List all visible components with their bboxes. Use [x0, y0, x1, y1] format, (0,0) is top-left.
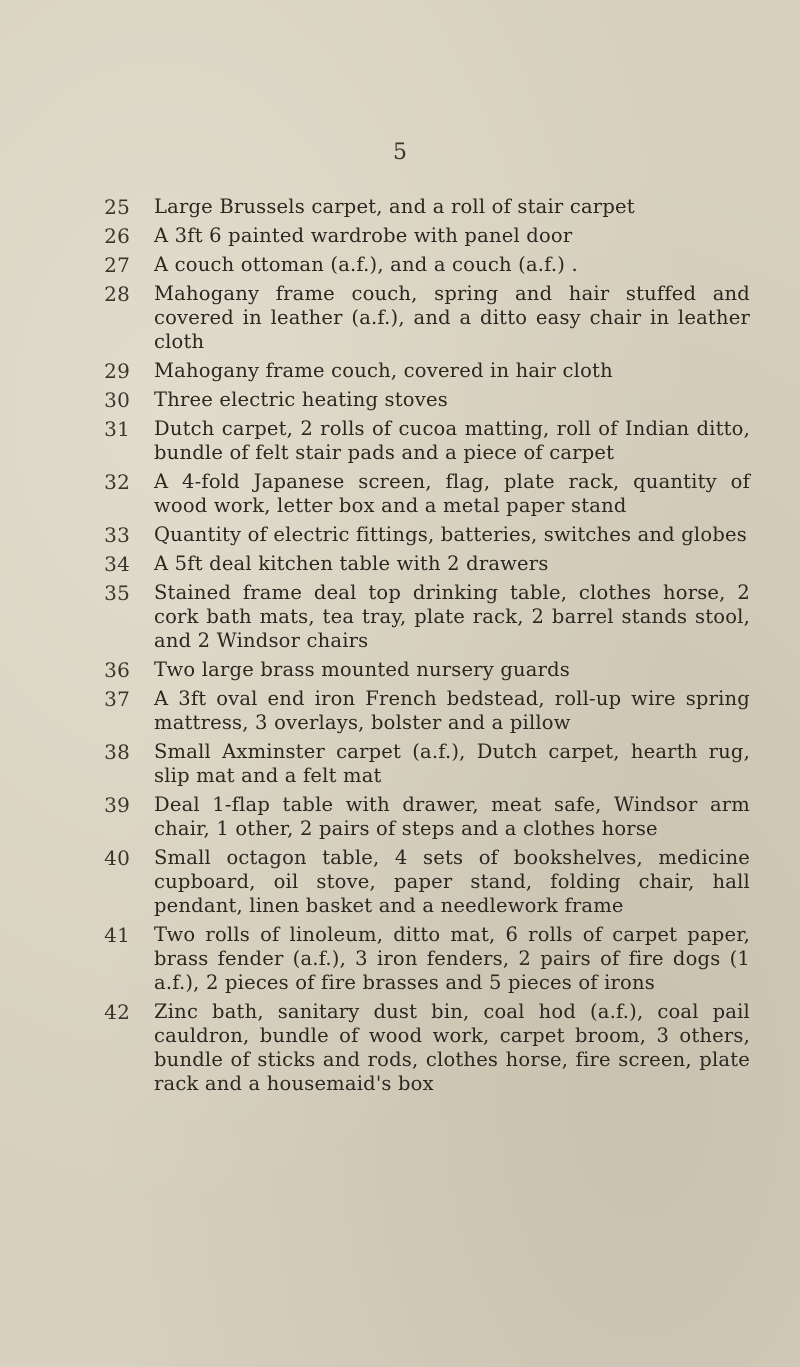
lot-item — [0, 658, 800, 682]
lot-description: Mahogany frame couch, covered in hair cloth — [154, 359, 613, 382]
lot-item — [0, 740, 800, 788]
lot-number: 40 — [104, 846, 130, 870]
lot-number: 36 — [104, 658, 130, 682]
lot-item — [0, 552, 800, 576]
lot-list — [0, 195, 800, 1101]
lot-number: 33 — [104, 523, 130, 547]
lot-description: Dutch carpet, 2 rolls of cucoa matting, roll of Indian ditto, bundle of felt stair pads and a piece of carpet — [154, 417, 750, 464]
lot-item — [0, 195, 800, 219]
lot-number: 25 — [104, 195, 130, 219]
lot-description: Two large brass mounted nursery guards — [154, 658, 570, 681]
lot-number: 34 — [104, 552, 130, 576]
page-number: 5 — [393, 140, 407, 165]
lot-number: 32 — [104, 470, 130, 494]
lot-description: Two rolls of linoleum, ditto mat, 6 rolls of carpet paper, brass fender (a.f.), 3 iron fenders, 2 pairs of fire dogs (1 a.f.), 2 pieces of fire brasses and 5 pieces of irons — [154, 923, 750, 994]
lot-number: 30 — [104, 388, 130, 412]
lot-description: Small Axminster carpet (a.f.), Dutch carpet, hearth rug, slip mat and a felt mat — [154, 740, 750, 787]
lot-number: 39 — [104, 793, 130, 817]
lot-item — [0, 282, 800, 354]
lot-number: 37 — [104, 687, 130, 711]
lot-description: Zinc bath, sanitary dust bin, coal hod (a.f.), coal pail cauldron, bundle of wood work, carpet broom, 3 others, bundle of sticks and rods, clothes horse, fire screen, plate rack and a housemaid's box — [154, 1000, 750, 1095]
lot-number: 27 — [104, 253, 130, 277]
lot-item — [0, 523, 800, 547]
lot-item — [0, 1000, 800, 1096]
lot-number: 38 — [104, 740, 130, 764]
lot-description: Three electric heating stoves — [154, 388, 448, 411]
lot-item — [0, 359, 800, 383]
lot-description: Small octagon table, 4 sets of bookshelves, medicine cupboard, oil stove, paper stand, folding chair, hall pendant, linen basket and a needlework frame — [154, 846, 750, 917]
lot-number: 26 — [104, 224, 130, 248]
lot-item — [0, 687, 800, 735]
lot-item — [0, 923, 800, 995]
lot-description: Large Brussels carpet, and a roll of stair carpet — [154, 195, 635, 218]
lot-description: A 4-fold Japanese screen, flag, plate rack, quantity of wood work, letter box and a metal paper stand — [154, 470, 750, 517]
lot-description: A 3ft oval end iron French bedstead, roll-up wire spring mattress, 3 overlays, bolster and a pillow — [154, 687, 750, 734]
lot-description: Stained frame deal top drinking table, clothes horse, 2 cork bath mats, tea tray, plate rack, 2 barrel stands stool, and 2 Windsor chairs — [154, 581, 750, 652]
lot-number: 28 — [104, 282, 130, 306]
lot-item — [0, 470, 800, 518]
lot-number: 31 — [104, 417, 130, 441]
lot-description: A 3ft 6 painted wardrobe with panel door — [154, 224, 573, 247]
lot-description: Deal 1-flap table with drawer, meat safe, Windsor arm chair, 1 other, 2 pairs of steps and a clothes horse — [154, 793, 750, 840]
lot-description: A couch ottoman (a.f.), and a couch (a.f.) . — [154, 253, 578, 276]
lot-description: A 5ft deal kitchen table with 2 drawers — [154, 552, 549, 575]
lot-item — [0, 253, 800, 277]
lot-number: 42 — [104, 1000, 130, 1024]
lot-description: Mahogany frame couch, spring and hair stuffed and covered in leather (a.f.), and a ditto easy chair in leather cloth — [154, 282, 750, 353]
lot-number: 29 — [104, 359, 130, 383]
lot-description: Quantity of electric fittings, batteries, switches and globes — [154, 523, 747, 546]
lot-item — [0, 793, 800, 841]
lot-number: 41 — [104, 923, 130, 947]
lot-item — [0, 388, 800, 412]
lot-number: 35 — [104, 581, 130, 605]
lot-item — [0, 846, 800, 918]
lot-item — [0, 581, 800, 653]
lot-item — [0, 224, 800, 248]
lot-item — [0, 417, 800, 465]
